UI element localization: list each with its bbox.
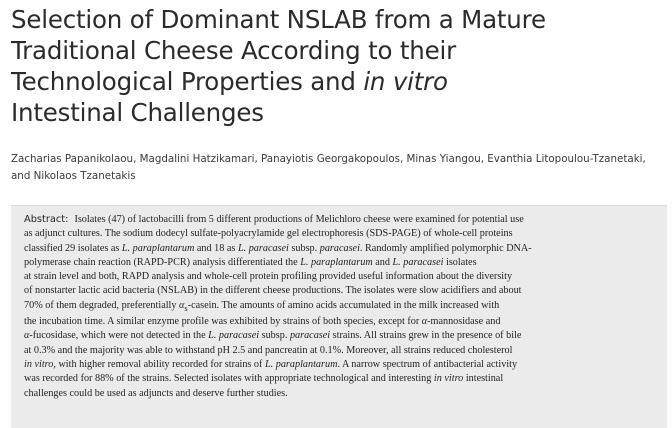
title-italic-term: in vitro bbox=[363, 67, 448, 96]
abstract-line bbox=[24, 242, 659, 256]
abstract-text-run: classified 29 isolates as bbox=[24, 242, 122, 254]
title-line: Traditional Cheese According to their bbox=[11, 36, 456, 65]
abstract-text-run: . Randomly amplified polymorphic DNA- bbox=[359, 242, 532, 254]
species-name: L. paraplantarum bbox=[300, 256, 373, 268]
author-line: Zacharias Papanikolaou, Magdalini Hatzikamari, Panayiotis Georgakopoulos, Minas Yiangou, Evanthia Litopoulou-Tzanetaki, bbox=[11, 153, 646, 165]
abstract-line bbox=[24, 256, 659, 270]
greek-symbol: α bbox=[421, 316, 428, 328]
abstract-text-run: and 18 as bbox=[194, 242, 238, 254]
abstract-text-run: polymerase chain reaction (RAPD-PCR) analysis differentiated the bbox=[24, 256, 301, 268]
abstract-line bbox=[24, 213, 659, 227]
abstract-text-run: Isolates (47) of lactobacilli from 5 different productions of Melichloro cheese were examined for potential use bbox=[74, 214, 524, 225]
abstract-text-run: and bbox=[372, 256, 393, 268]
abstract-text-run: -fucosidase, which were not detected in the bbox=[29, 330, 209, 342]
species-name: L. paraplantarum bbox=[264, 359, 338, 370]
species-name: paracasei bbox=[319, 242, 360, 254]
italic-term: in vitro bbox=[433, 373, 464, 385]
author-line: and Nikolaos Tzanetakis bbox=[11, 170, 136, 182]
subscript: s bbox=[184, 302, 188, 313]
abstract-text-run: intestinal bbox=[463, 373, 504, 385]
abstract-text-run: was recorded for 88% of the strains. Selected isolates with appropriate technological and interesting bbox=[24, 373, 434, 385]
article-title bbox=[11, 4, 661, 128]
abstract-text-run: subsp. bbox=[288, 242, 320, 254]
abstract-line: as adjunct cultures. The sodium dodecyl sulfate-polyacrylamide gel electrophoresis (SDS-PAGE) of whole-cell proteins bbox=[24, 228, 513, 240]
abstract-text-run: isolates bbox=[443, 256, 477, 268]
abstract-box bbox=[11, 205, 667, 428]
title-line: Selection of Dominant NSLAB from a Mature bbox=[11, 5, 546, 34]
abstract-text-run: . A narrow spectrum of antibacterial activity bbox=[337, 359, 518, 370]
abstract-line: at strain level and both, RAPD analysis and whole-cell protein profiling provided useful information about the diversity bbox=[24, 271, 513, 283]
abstract-line: challenges could be used as adjuncts and deserve further studies. bbox=[24, 387, 288, 399]
abstract-label: Abstract: bbox=[24, 214, 69, 225]
abstract-line bbox=[24, 358, 659, 372]
abstract-line bbox=[24, 299, 659, 315]
abstract-line: of nonstarter lactic acid bacteria (NSLAB) in the different cheese productions. The isolates were slow acidifiers and about bbox=[24, 285, 522, 297]
abstract-line bbox=[24, 329, 659, 343]
species-name: L. paraplantarum bbox=[121, 242, 195, 254]
species-name: L. paracasei bbox=[208, 330, 260, 342]
abstract-line bbox=[24, 315, 659, 329]
abstract-text-run: subsp. bbox=[259, 330, 290, 342]
greek-symbol: α bbox=[24, 330, 30, 342]
abstract-text-run: -mannosidase and bbox=[427, 316, 501, 328]
species-name: L. paracasei bbox=[237, 242, 289, 254]
italic-term: in vitro bbox=[24, 359, 54, 370]
abstract-text-run: -casein. The amounts of amino acids accumulated in the milk increased with bbox=[187, 299, 500, 311]
abstract-text-run: , with higher removal ability recorded for strains of bbox=[53, 359, 265, 370]
abstract-text-run: the incubation time. A similar enzyme profile was exhibited by strains of both species, except for bbox=[24, 316, 422, 328]
species-name: paracasei bbox=[289, 330, 331, 342]
title-text: Technological Properties and bbox=[11, 67, 364, 96]
abstract-text-run: 70% of them degraded, preferentially bbox=[24, 299, 180, 311]
title-line: Intestinal Challenges bbox=[11, 98, 264, 127]
title-line bbox=[11, 66, 661, 97]
abstract-text-run: strains. All strains grew in the presence of bile bbox=[330, 330, 522, 342]
abstract-line bbox=[24, 372, 659, 386]
greek-symbol: α bbox=[179, 299, 185, 311]
abstract-text bbox=[24, 213, 659, 401]
species-name: L. paracasei bbox=[392, 256, 444, 268]
abstract-line: at 0.3% and the majority was able to withstand pH 2.5 and pancreatin at 0.1%. Moreover, all strains reduced cholesterol bbox=[24, 344, 513, 356]
author-list bbox=[11, 151, 666, 185]
